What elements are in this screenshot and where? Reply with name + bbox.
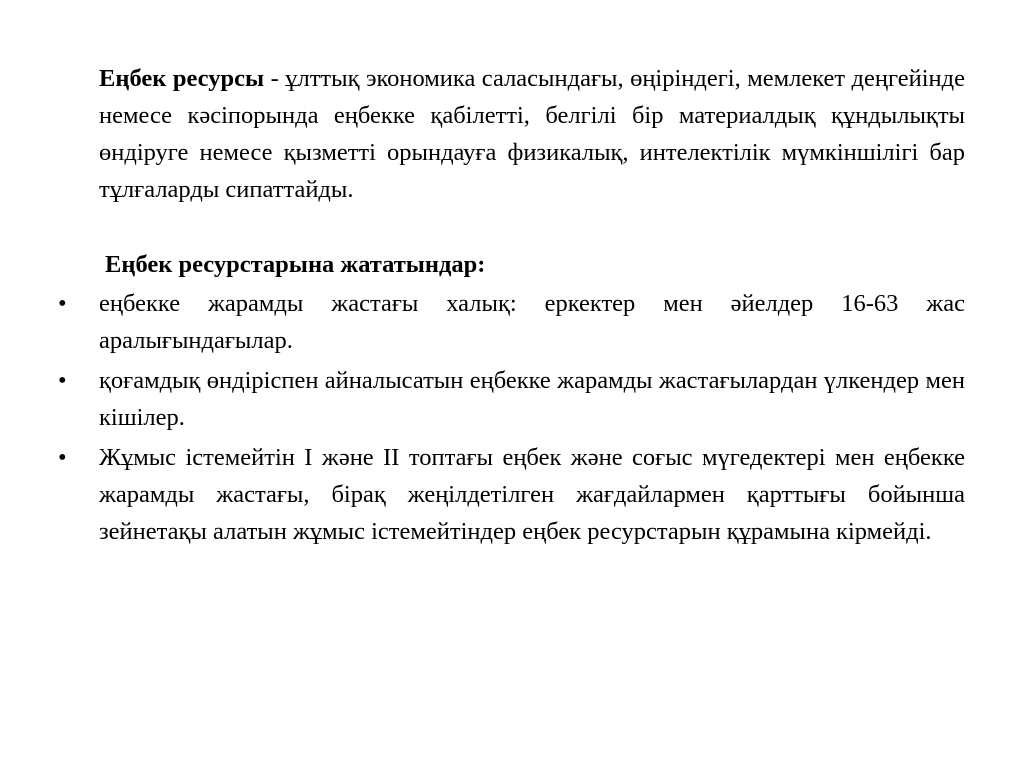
definition-paragraph: [99, 60, 965, 208]
bullet-icon: •: [58, 367, 67, 394]
bullet-icon: •: [58, 444, 67, 471]
section-heading: Еңбек ресурстарына жататындар:: [105, 251, 486, 278]
list-item-text: қоғамдық өндіріспен айналысатын еңбекке жарамды жастағылардан үлкендер мен кішілер.: [99, 367, 965, 431]
list-item-text: Жұмыс істемейтін І және ІІ топтағы еңбек және соғыс мүгедектері мен еңбекке жарамды жастағы, бірақ жеңілдетілген жағдайлармен қарттығы бойынша зейнетақы алатын жұмыс істемейтіндер еңбек ресурстарын құрамына кірмейді.: [99, 444, 965, 545]
definition-term: Еңбек ресурсы: [99, 65, 265, 92]
bullet-list: [0, 285, 1024, 553]
bullet-icon: •: [58, 290, 67, 317]
definition-text: - ұлттық экономика саласындағы, өңіріндегі, мемлекет деңгейінде немесе кәсіпорында еңбекке қабілетті, белгілі бір материалдық құндылықты өндіруге немесе қызметті орындауға физикалық, интелектілік мүмкіншілігі бар тұлғаларды сипаттайды.: [99, 65, 965, 203]
list-item-text: еңбекке жарамды жастағы халық: еркектер мен әйелдер 16-63 жас аралығындағылар.: [99, 290, 965, 354]
list-item: [58, 362, 965, 436]
list-item: [58, 285, 965, 359]
list-item: [58, 439, 965, 550]
